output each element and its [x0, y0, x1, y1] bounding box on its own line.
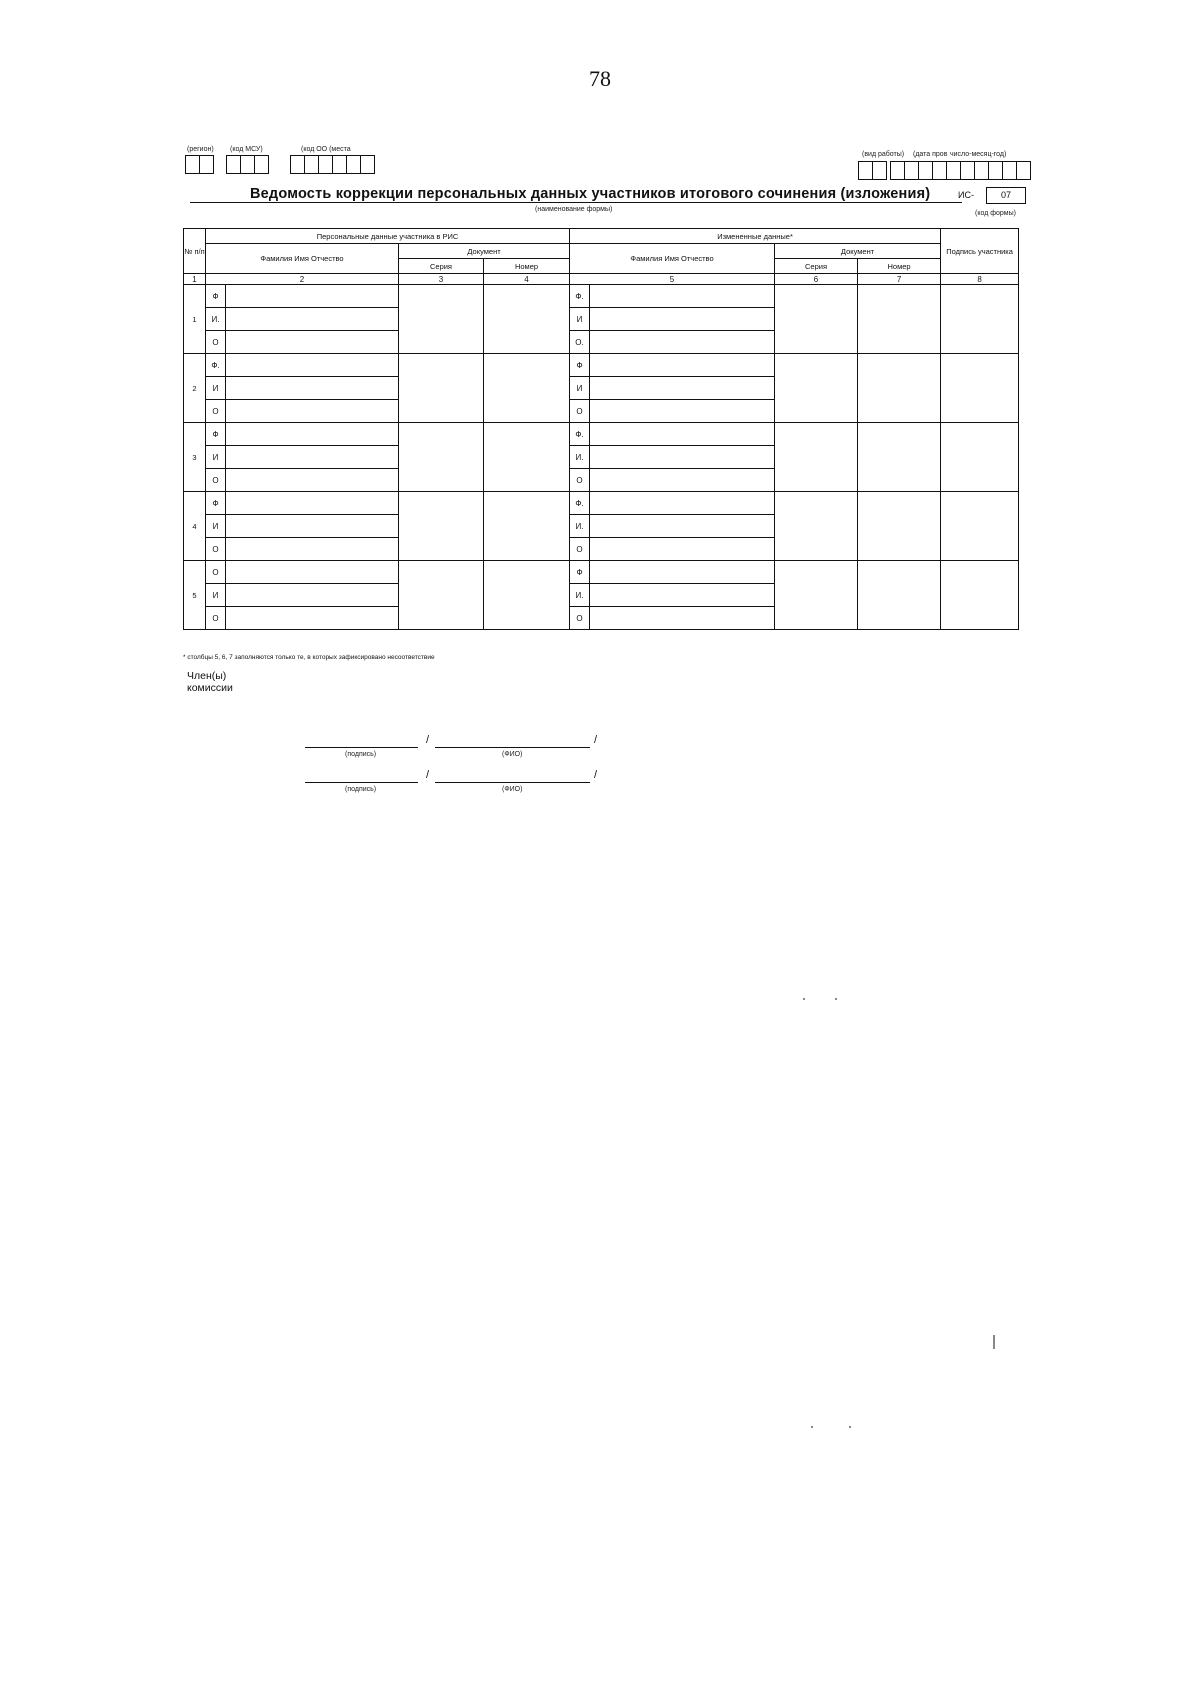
new-patronymic-cell[interactable]: [590, 538, 775, 561]
group-left-header: Персональные данные участника в РИС: [206, 229, 570, 244]
participant-signature-cell[interactable]: [941, 423, 1019, 492]
patronymic-letter: О: [206, 607, 226, 630]
new-surname-cell[interactable]: [590, 354, 775, 377]
region-code-cells[interactable]: [185, 155, 214, 174]
new-name-letter: И.: [570, 446, 590, 469]
fio-caption: (ФИО): [502, 751, 523, 758]
surname-cell[interactable]: [226, 354, 399, 377]
row-number: 3: [184, 423, 206, 492]
series-cell[interactable]: [399, 285, 484, 354]
number-left-header: Номер: [484, 259, 570, 274]
participant-signature-cell[interactable]: [941, 492, 1019, 561]
form-title-caption: (наименование формы): [535, 206, 613, 213]
surname-cell[interactable]: [226, 423, 399, 446]
separator-slash: /: [594, 769, 598, 781]
sign-caption: (подпись): [345, 751, 377, 758]
separator-slash: /: [426, 734, 430, 746]
participant-signature-cell[interactable]: [941, 561, 1019, 630]
name-letter: И: [206, 446, 226, 469]
new-number-cell[interactable]: [858, 492, 941, 561]
new-name-cell[interactable]: [590, 515, 775, 538]
new-name-letter: И: [570, 308, 590, 331]
document-left-header: Документ: [399, 244, 570, 259]
name-cell[interactable]: [226, 584, 399, 607]
patronymic-cell[interactable]: [226, 331, 399, 354]
new-surname-letter: Ф.: [570, 423, 590, 446]
separator-slash: /: [426, 769, 430, 781]
patronymic-letter: О: [206, 400, 226, 423]
number-cell[interactable]: [484, 285, 570, 354]
new-series-cell[interactable]: [775, 492, 858, 561]
form-title: Ведомость коррекции персональных данных участников итогового сочинения (изложения): [250, 186, 931, 202]
number-cell[interactable]: [484, 492, 570, 561]
table-row: [184, 285, 1019, 308]
number-right-header: Номер: [858, 259, 941, 274]
col-number: 4: [484, 274, 570, 285]
series-left-header: Серия: [399, 259, 484, 274]
commission-members-label: [187, 670, 233, 694]
msu-code-label: (код МСУ): [230, 146, 263, 153]
number-cell[interactable]: [484, 354, 570, 423]
new-surname-cell[interactable]: [590, 423, 775, 446]
col-number: 2: [206, 274, 399, 285]
col-no-header: № п/п: [184, 229, 206, 274]
separator-slash: /: [594, 734, 598, 746]
new-patronymic-cell[interactable]: [590, 400, 775, 423]
members-label-line-1: Член(ы): [187, 670, 227, 682]
participant-signature-cell[interactable]: [941, 285, 1019, 354]
patronymic-cell[interactable]: [226, 538, 399, 561]
row-number: 1: [184, 285, 206, 354]
name-letter: И: [206, 584, 226, 607]
new-surname-cell[interactable]: [590, 561, 775, 584]
sign-caption: (подпись): [345, 786, 377, 793]
new-patronymic-cell[interactable]: [590, 469, 775, 492]
fio-caption: (ФИО): [502, 786, 523, 793]
participant-signature-cell[interactable]: [941, 354, 1019, 423]
surname-cell[interactable]: [226, 285, 399, 308]
member-fio-line[interactable]: [435, 735, 590, 748]
surname-letter: О: [206, 561, 226, 584]
patronymic-letter: О: [206, 469, 226, 492]
oo-code-label: (код ОО (места: [301, 146, 351, 153]
work-type-label: (вид работы): [862, 151, 905, 158]
series-right-header: Серия: [775, 259, 858, 274]
surname-letter: Ф: [206, 492, 226, 515]
title-underline: [190, 202, 962, 203]
date-cells[interactable]: [890, 161, 1031, 180]
col-number: 7: [858, 274, 941, 285]
member-fio-line[interactable]: [435, 770, 590, 783]
row-number: 2: [184, 354, 206, 423]
form-code-box: 07: [986, 187, 1026, 204]
scan-mark: [849, 1426, 851, 1428]
new-name-letter: И.: [570, 515, 590, 538]
members-label-line-2: комиссии: [187, 682, 233, 694]
row-number: 4: [184, 492, 206, 561]
name-letter: И: [206, 377, 226, 400]
new-patronymic-letter: О: [570, 538, 590, 561]
new-number-cell[interactable]: [858, 561, 941, 630]
new-patronymic-letter: О: [570, 400, 590, 423]
signature-header: Подпись участника: [941, 229, 1019, 274]
new-series-cell[interactable]: [775, 423, 858, 492]
col-number: 6: [775, 274, 858, 285]
table-row: [184, 423, 1019, 446]
patronymic-letter: О: [206, 538, 226, 561]
table-row: [184, 492, 1019, 515]
name-cell[interactable]: [226, 377, 399, 400]
new-name-cell[interactable]: [590, 446, 775, 469]
patronymic-letter: О: [206, 331, 226, 354]
series-cell[interactable]: [399, 561, 484, 630]
col-number: 5: [570, 274, 775, 285]
new-name-cell[interactable]: [590, 308, 775, 331]
region-label: (регион): [187, 146, 214, 153]
fio-left-header: Фамилия Имя Отчество: [206, 244, 399, 274]
fio-right-header: Фамилия Имя Отчество: [570, 244, 775, 274]
new-surname-letter: Ф: [570, 561, 590, 584]
new-series-cell[interactable]: [775, 285, 858, 354]
document-right-header: Документ: [775, 244, 941, 259]
series-cell[interactable]: [399, 354, 484, 423]
correction-table: [183, 228, 1019, 630]
new-patronymic-letter: О: [570, 469, 590, 492]
series-cell[interactable]: [399, 423, 484, 492]
footnote: * столбцы 5, 6, 7 заполняются только те, в которых зафиксировано несоответствие: [183, 654, 435, 661]
new-number-cell[interactable]: [858, 423, 941, 492]
new-patronymic-cell[interactable]: [590, 331, 775, 354]
new-patronymic-letter: О.: [570, 331, 590, 354]
new-surname-letter: Ф.: [570, 492, 590, 515]
form-code-prefix: ИС-: [958, 190, 974, 200]
new-series-cell[interactable]: [775, 354, 858, 423]
date-label: (дата пров: [913, 151, 948, 158]
name-cell[interactable]: [226, 515, 399, 538]
table-row: [184, 354, 1019, 377]
member-signature-line[interactable]: [305, 770, 418, 783]
patronymic-cell[interactable]: [226, 469, 399, 492]
name-letter: И.: [206, 308, 226, 331]
new-name-letter: И: [570, 377, 590, 400]
form-code-caption: (код формы): [975, 210, 1016, 217]
member-signature-line[interactable]: [305, 735, 418, 748]
surname-letter: Ф: [206, 285, 226, 308]
new-surname-cell[interactable]: [590, 492, 775, 515]
new-patronymic-cell[interactable]: [590, 607, 775, 630]
new-surname-letter: Ф.: [570, 285, 590, 308]
new-series-cell[interactable]: [775, 561, 858, 630]
group-right-header: Измененные данные*: [570, 229, 941, 244]
surname-cell[interactable]: [226, 561, 399, 584]
table-row: [184, 561, 1019, 584]
col-number: 3: [399, 274, 484, 285]
patronymic-cell[interactable]: [226, 607, 399, 630]
scan-mark: [835, 998, 837, 1000]
name-letter: И: [206, 515, 226, 538]
surname-cell[interactable]: [226, 492, 399, 515]
new-name-letter: И.: [570, 584, 590, 607]
scan-mark: [811, 1426, 813, 1428]
number-cell[interactable]: [484, 561, 570, 630]
name-cell[interactable]: [226, 446, 399, 469]
col-number: 8: [941, 274, 1019, 285]
surname-letter: Ф: [206, 423, 226, 446]
series-cell[interactable]: [399, 492, 484, 561]
patronymic-cell[interactable]: [226, 400, 399, 423]
surname-letter: Ф.: [206, 354, 226, 377]
number-cell[interactable]: [484, 423, 570, 492]
new-number-cell[interactable]: [858, 285, 941, 354]
page-number: 78: [589, 66, 611, 91]
new-patronymic-letter: О: [570, 607, 590, 630]
work-type-cells[interactable]: [858, 161, 887, 180]
name-cell[interactable]: [226, 308, 399, 331]
col-number: 1: [184, 274, 206, 285]
new-name-cell[interactable]: [590, 584, 775, 607]
new-surname-letter: Ф: [570, 354, 590, 377]
scan-mark: [803, 998, 805, 1000]
new-number-cell[interactable]: [858, 354, 941, 423]
msu-code-cells[interactable]: [226, 155, 269, 174]
scan-mark: [993, 1335, 995, 1349]
row-number: 5: [184, 561, 206, 630]
date-format-label: число-месяц-год): [950, 151, 1007, 158]
new-surname-cell[interactable]: [590, 285, 775, 308]
new-name-cell[interactable]: [590, 377, 775, 400]
oo-code-cells[interactable]: [290, 155, 375, 174]
